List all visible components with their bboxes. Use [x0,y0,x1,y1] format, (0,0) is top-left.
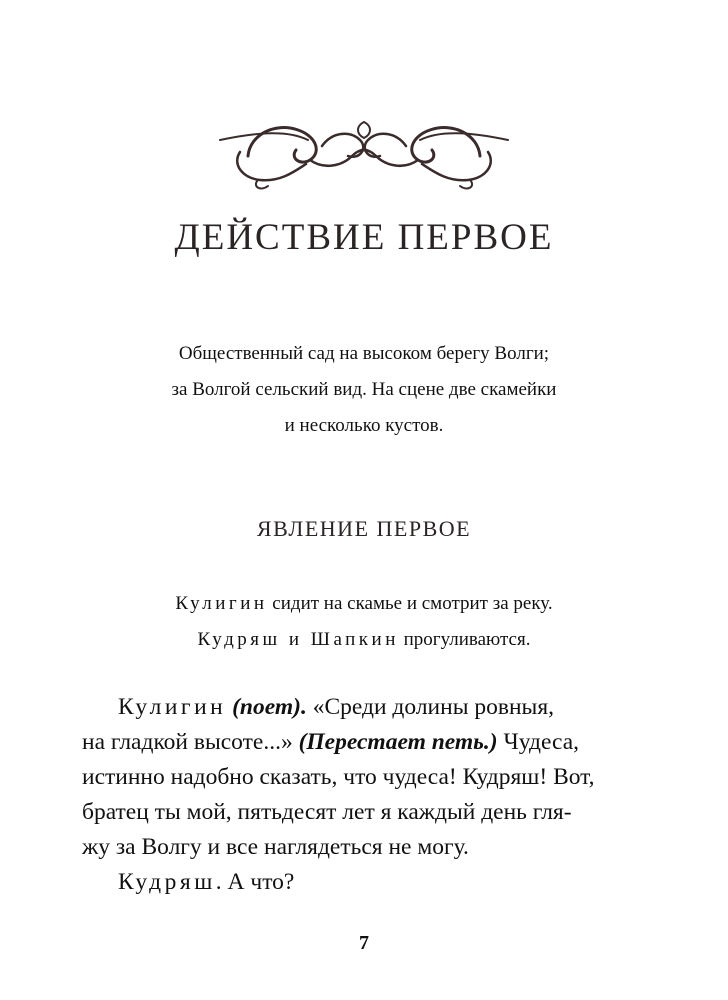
stage-remark: (Перестает петь.) [298,729,498,755]
ornament-flourish [218,112,510,192]
scene-description-line: Общественный сад на высоком берегу Волги; [178,343,550,364]
stage-direction-line [0,622,728,658]
character-name: Кудряш [197,629,281,650]
character-name: Кулигин [175,593,268,614]
scene-description-line: и несколько кустов. [284,415,444,436]
dialogue-line: истинно надобно сказать, что чудеса! Кудряш! Вот, [82,764,595,790]
page-number: 7 [359,932,369,954]
dialogue [82,690,642,900]
dialogue-line: жу за Волгу и все наглядеться не могу. [82,834,469,860]
dialogue-line [82,865,642,900]
dialogue-line: братец ты мой, пятьдесят лет я каждый день гля- [82,799,572,825]
scene-description [0,336,728,444]
dialogue-line [82,690,642,725]
stage-remark: (поет). [232,694,307,720]
appearance-title: ЯВЛЕНИЕ ПЕРВОЕ [256,516,472,541]
act-title: ДЕЙСТВИЕ ПЕРВОЕ [174,217,554,258]
speaker-name: Кулигин [118,694,227,720]
scene-description-line: за Волгой сельский вид. На сцене две скамейки [171,379,557,400]
speech-text: на гладкой высоте...» [82,729,299,755]
stage-direction-line [0,586,728,622]
dialogue-line [82,725,642,760]
stage-direction-text: сидит на скамье и смотрит за реку. [267,593,553,614]
character-name: Шапкин [310,629,399,650]
stage-direction [0,586,728,658]
speaker-name: Кудряш [118,869,216,895]
speech-text: Чудеса, [497,729,580,755]
speech-text: «Среди долины ровныя, [306,694,555,720]
conjunction: и [280,629,311,650]
speech-text: . А что? [215,869,295,895]
stage-direction-text: прогуливаются. [398,629,531,650]
